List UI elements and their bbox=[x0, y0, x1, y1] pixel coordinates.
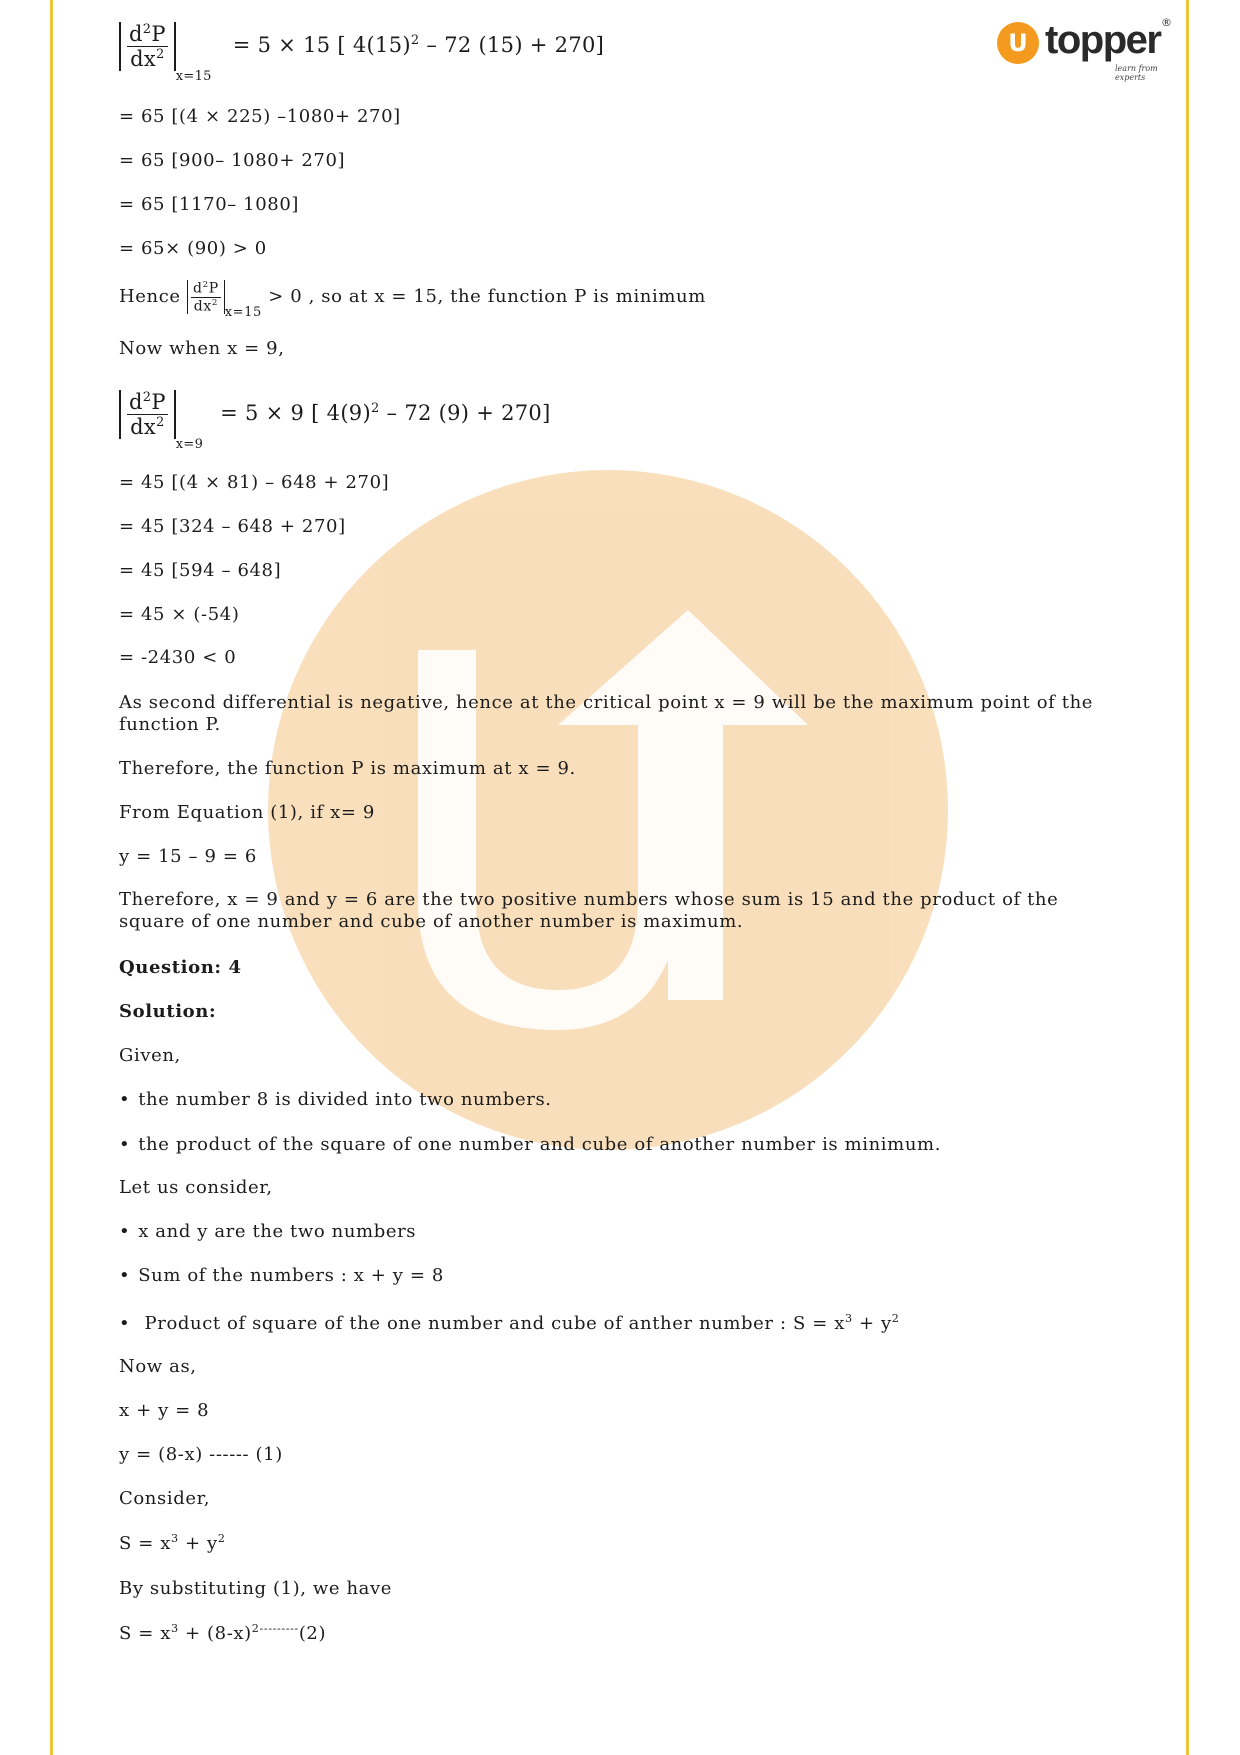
derivative-bracket: $\frac{d^2P}{dx^2}$ bbox=[119, 22, 176, 71]
equation-one: y = (8-x) ------ (1) bbox=[119, 1444, 283, 1465]
from-equation-line: From Equation (1), if x= 9 bbox=[119, 802, 375, 823]
consider-label: Consider, bbox=[119, 1488, 211, 1509]
by-substituting-line: By substituting (1), we have bbox=[119, 1578, 393, 1599]
y-value-line: y = 15 – 9 = 6 bbox=[119, 846, 257, 867]
calc-line: = 65 [1170– 1080] bbox=[119, 194, 300, 215]
hence-statement: Hence $\frac{d^2P}{dx^2}$ $_{x=15}$ > 0 , so at x = 15, the function P is minimum bbox=[119, 280, 706, 321]
paragraph-maximum: Therefore, the function P is maximum at x = 9. bbox=[119, 758, 576, 779]
logo-wordmark: topper bbox=[1045, 18, 1161, 62]
equation-two: $S = x^3 + (8-x)^{2---------}(2)$ bbox=[119, 1622, 327, 1644]
calc-line: = 65× (90) > 0 bbox=[119, 238, 267, 259]
derivative-bracket: $\frac{d^2P}{dx^2}$ bbox=[119, 390, 176, 439]
evaluation-subscript: x=15 bbox=[175, 69, 212, 84]
given-label: Given, bbox=[119, 1045, 181, 1066]
equation-sum: x + y = 8 bbox=[119, 1400, 210, 1421]
equation-s: $S = x^3 + y^2$ bbox=[119, 1532, 226, 1554]
now-as-label: Now as, bbox=[119, 1356, 197, 1377]
list-item: • the product of the square of one number and cube of another number is minimum. bbox=[119, 1134, 941, 1155]
evaluation-subscript: x=9 bbox=[175, 437, 204, 452]
calc-line: = 45 [594 – 648] bbox=[119, 560, 282, 581]
brand-logo bbox=[993, 14, 1173, 82]
derivative-bracket-small: $\frac{d^2P}{dx^2}$ bbox=[187, 280, 225, 314]
calc-line: = 45 [(4 × 81) – 648 + 270] bbox=[119, 472, 390, 493]
equation-rhs: = 5 × 9 [ $4(9)^2 - 72$ (9) + 270] bbox=[220, 401, 551, 425]
list-item: • the number 8 is divided into two numbers. bbox=[119, 1089, 552, 1110]
second-derivative-at-15 bbox=[119, 22, 605, 84]
list-item-product: • Product of square of the one number and cube of anther number : $S = x^3 + y^2$ bbox=[119, 1312, 899, 1334]
calc-line: = 45 × (-54) bbox=[119, 604, 240, 625]
calc-line: = -2430 < 0 bbox=[119, 647, 237, 668]
list-item: • Sum of the numbers : x + y = 8 bbox=[119, 1265, 444, 1286]
calc-line: = 45 [324 – 648 + 270] bbox=[119, 516, 346, 537]
logo-u-icon: U bbox=[997, 22, 1039, 64]
question-heading: Question: 4 bbox=[119, 957, 242, 978]
let-us-consider-label: Let us consider, bbox=[119, 1177, 273, 1198]
calc-line: = 65 [900– 1080+ 270] bbox=[119, 150, 346, 171]
second-derivative-at-9 bbox=[119, 390, 551, 452]
paragraph-conclusion: Therefore, x = 9 and y = 6 are the two positive numbers whose sum is 15 and the product of the square of one number and cube of another number is maximum. bbox=[119, 889, 1059, 932]
calc-line: = 65 [(4 × 225) –1080+ 270] bbox=[119, 106, 401, 127]
list-item: • x and y are the two numbers bbox=[119, 1221, 416, 1242]
paragraph-second-differential: As second differential is negative, hence at the critical point x = 9 will be the maximum point of the function P. bbox=[119, 692, 1094, 735]
logo-tagline: learn from experts bbox=[1115, 64, 1158, 82]
logo-registered-mark: ® bbox=[1161, 16, 1172, 29]
solution-heading: Solution: bbox=[119, 1001, 217, 1022]
now-when-line: Now when x = 9, bbox=[119, 338, 285, 359]
equation-rhs: = 5 × 15 [ $4(15)^2 - 72$ (15) + 270] bbox=[232, 33, 605, 57]
